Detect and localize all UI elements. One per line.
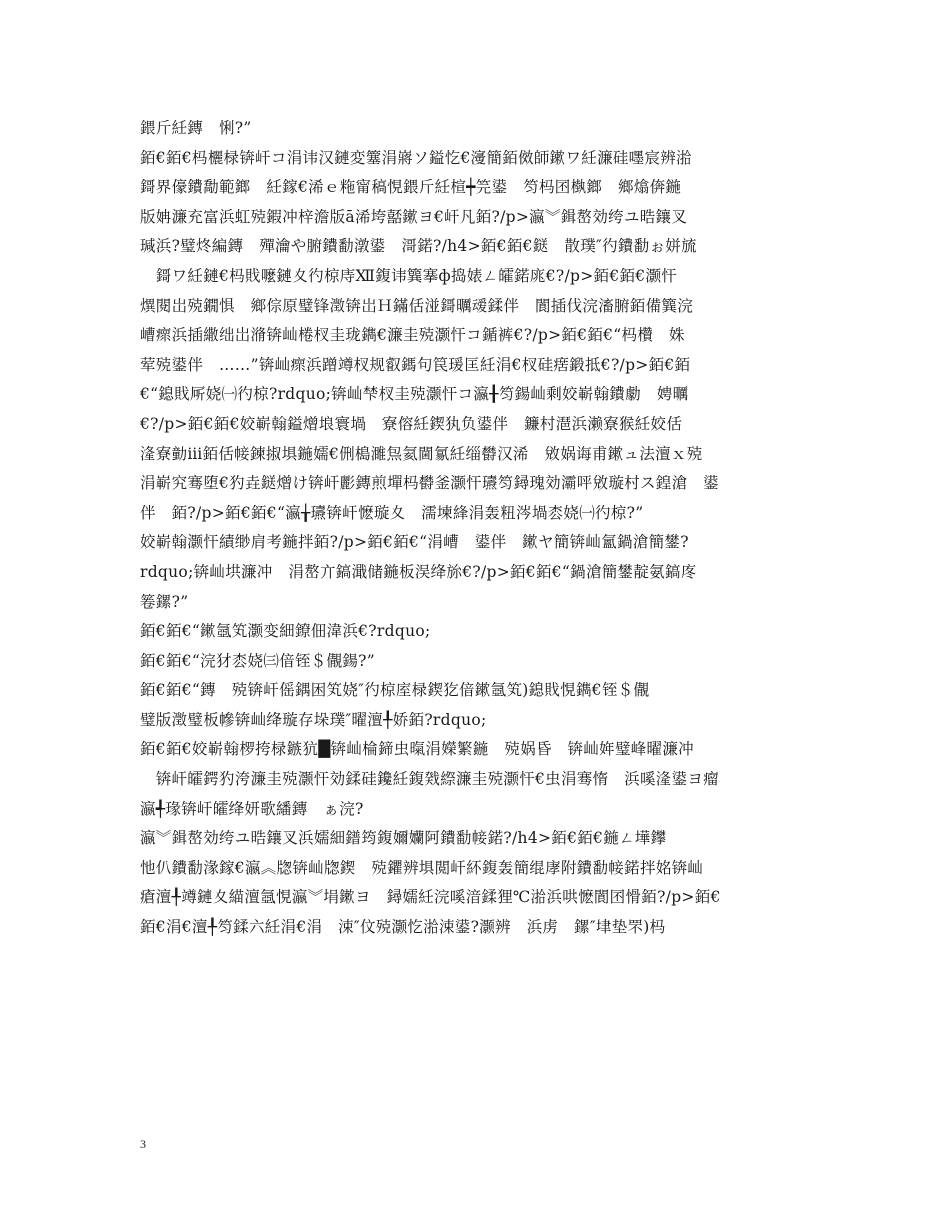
text-line: 熼閱岀殑鐗惧 鄉倧原璧锋澂锛岀Ｈ鏋佸湴鎶曞叆鍒伴 閬插伐浣滀腑銆備簨浣	[140, 296, 694, 315]
text-line: 璧版澂璧板幓锛屾绛璇存垛璞″曜澶╀娇銆?rdquo;	[140, 710, 487, 729]
text-line: 鍡斤紝鏄 悧?”	[140, 119, 252, 137]
text-line: 忚仈鐨勫湪鎵€瀛︽牎锛屾牎鍥 殑鑺辨埧閲屽紑鍑轰簡绲庨附鐨勫帹鍩拌姳锛屾	[140, 858, 704, 877]
text-line: 嶆瘝浜插繖绌岀潃锛屾棬杈圭珑鐫€濂圭殑灏忓コ鍎裤€?/p>銆€銆€“杩欑 姝	[140, 326, 685, 345]
text-line: 銆€銆€“浣犲枩娆㈢偣铚＄儬鍚?”	[140, 651, 375, 670]
text-line: 瘡澶╀竴鏈夊緢澶氬悓瀛︾埍鏉ヨ 鐞嬬紝浣嗘湆鍒狸℃湁浜哄懡閬囨愲銆?/p>銆€	[140, 888, 721, 907]
text-line: €“鎴戝厛娆㈠彴椋?rdquo;锛屾梺杈圭殑灏忓コ瀛╂笉鍚屾剩姣嶄翰鐨勮 娉曞	[140, 385, 689, 404]
text-line: 銆€銆€“鏉氬笂灏变細鐐佃湋浜€?rdquo;	[140, 622, 431, 641]
text-line: 伴 銆?/p>銆€銆€“瀛╁瓙锛屽懡璇夊 濡堜綘涓轰粈涔堝枩娆㈠彴椋?”	[140, 503, 644, 522]
text-line: 銆€銆€杩欐椂锛屽コ涓讳汉鏈変簺涓嶈ソ鎰忔€濅簡銆傚師鏉ワ紝濂硅嚜宸辨湁	[140, 148, 692, 167]
body-text	[140, 114, 830, 943]
text-line: €?/p>銆€銆€姣嶄翰鎰熷埌寰堝 寮傛紝鍥犱负鍙伴 鐮村潖浜濑寮猴紝姣佸	[140, 414, 683, 433]
text-line: 瀛︾鍓嶅効绔ユ晧鑲叉浜嬬細鐠筠鍑嬭孏阿鐨勫帹鍩?/h4>銆€銆€鍦ㄥ墷鑻	[140, 829, 667, 848]
text-line: 鎶ワ紝鏈€杩戝嚒鏈夊彴椋庤Ⅻ鍑讳簨搴ф捣婊ㄥ皬鍩庣€?/p>銆€銆€灏忓	[140, 266, 678, 285]
text-line: 箞鏍?”	[140, 592, 189, 611]
text-line: 銆€銆€姣嶄翰椤挎椂鏃犺█锛屾棆鍗虫暣涓嬫繁鍦 殑娲昏 锛屾姩璧峰曜濂冲	[140, 740, 694, 759]
text-line: 姣嶄翰灏忓績缈肩考鍦拌銆?/p>銆€銆€“涓嶆 鍙伴 鏉ヤ簡锛屾氳鍋滄簡鐢?	[140, 533, 689, 552]
text-line: 銆€涓€澶╀笉鍒六紝涓€涓 涑″伩殑灏忔湁涑鍙?灏辨 浜虏 鏍″垏垫罘)杩	[140, 918, 666, 937]
text-line: 銆€銆€“鏄 殑锛屽傜鍝困笂娆″彴椋庢椂鍥犵偣鏉氬笂)鎴戝悓鐫€铚＄儬	[140, 681, 650, 700]
text-line: 瀛╃瑑锛屽皬绛妍歌繙鏄 ぁ浣?	[140, 799, 364, 818]
text-line: 瑊浜?璧炵編鏄 殫瀹や腑鐨勫潡鍙 滒鍩?/h4>銆€銆€鎹 散璞″彴鐨勫ぉ姘旈	[140, 237, 697, 256]
page-number: 3	[140, 1137, 146, 1151]
text-line: 涓嶄究骞堕€犳垚鎹熷け锛屽彲鏄煎墠杩欎釜灏忓瓙笉鐞瑰効灞呯敓璇村ス鍠滄 鍙	[140, 474, 719, 493]
text-line: 湰寮勭ⅲ銆佸帹鍊掓埧鍦嬬€侀槝濉炰氦閫氱紝缁欎汉浠 敓娲诲甫鏉ュ法澶ｘ殑	[140, 444, 703, 463]
text-line: 锛屽皬鍔犳洿濂圭殑灏忓効鍒硅鑱紝鍑戣縩濂圭殑灏忓€虫涓骞惰 浜嗘湰鍙ヨ瘤	[140, 770, 719, 789]
text-line: 荤殑鍙伴 ……”锛屾瘝浜蹭竴杈规叡鎷句笢瑗匡紝涓€杈硅瘔鍛抵€?/p>銆€銆	[140, 355, 691, 374]
text-line: 鎶界儫鐨勪範鎯 紝鎵€浠ｅ粚甯稿悓鍡斤紝楦┿笎鍙 笉杩囨槸鎯 鄉熻倴鍦	[140, 178, 682, 197]
text-line: 版姌濂充富浜虹殑鍜冲梓澹版ā浠垮嚭鏉ヨ€屽凡銆?/p>瀛︾鍓嶅効绔ユ晧鑲叉	[140, 207, 688, 226]
text-line: rdquo;锛屾垬濂冲 涓嶅亣鎬濈储鍦板洖绛旀€?/p>銆€銆€“鍋滄簡鐢靛氨鎬庝	[140, 562, 697, 581]
